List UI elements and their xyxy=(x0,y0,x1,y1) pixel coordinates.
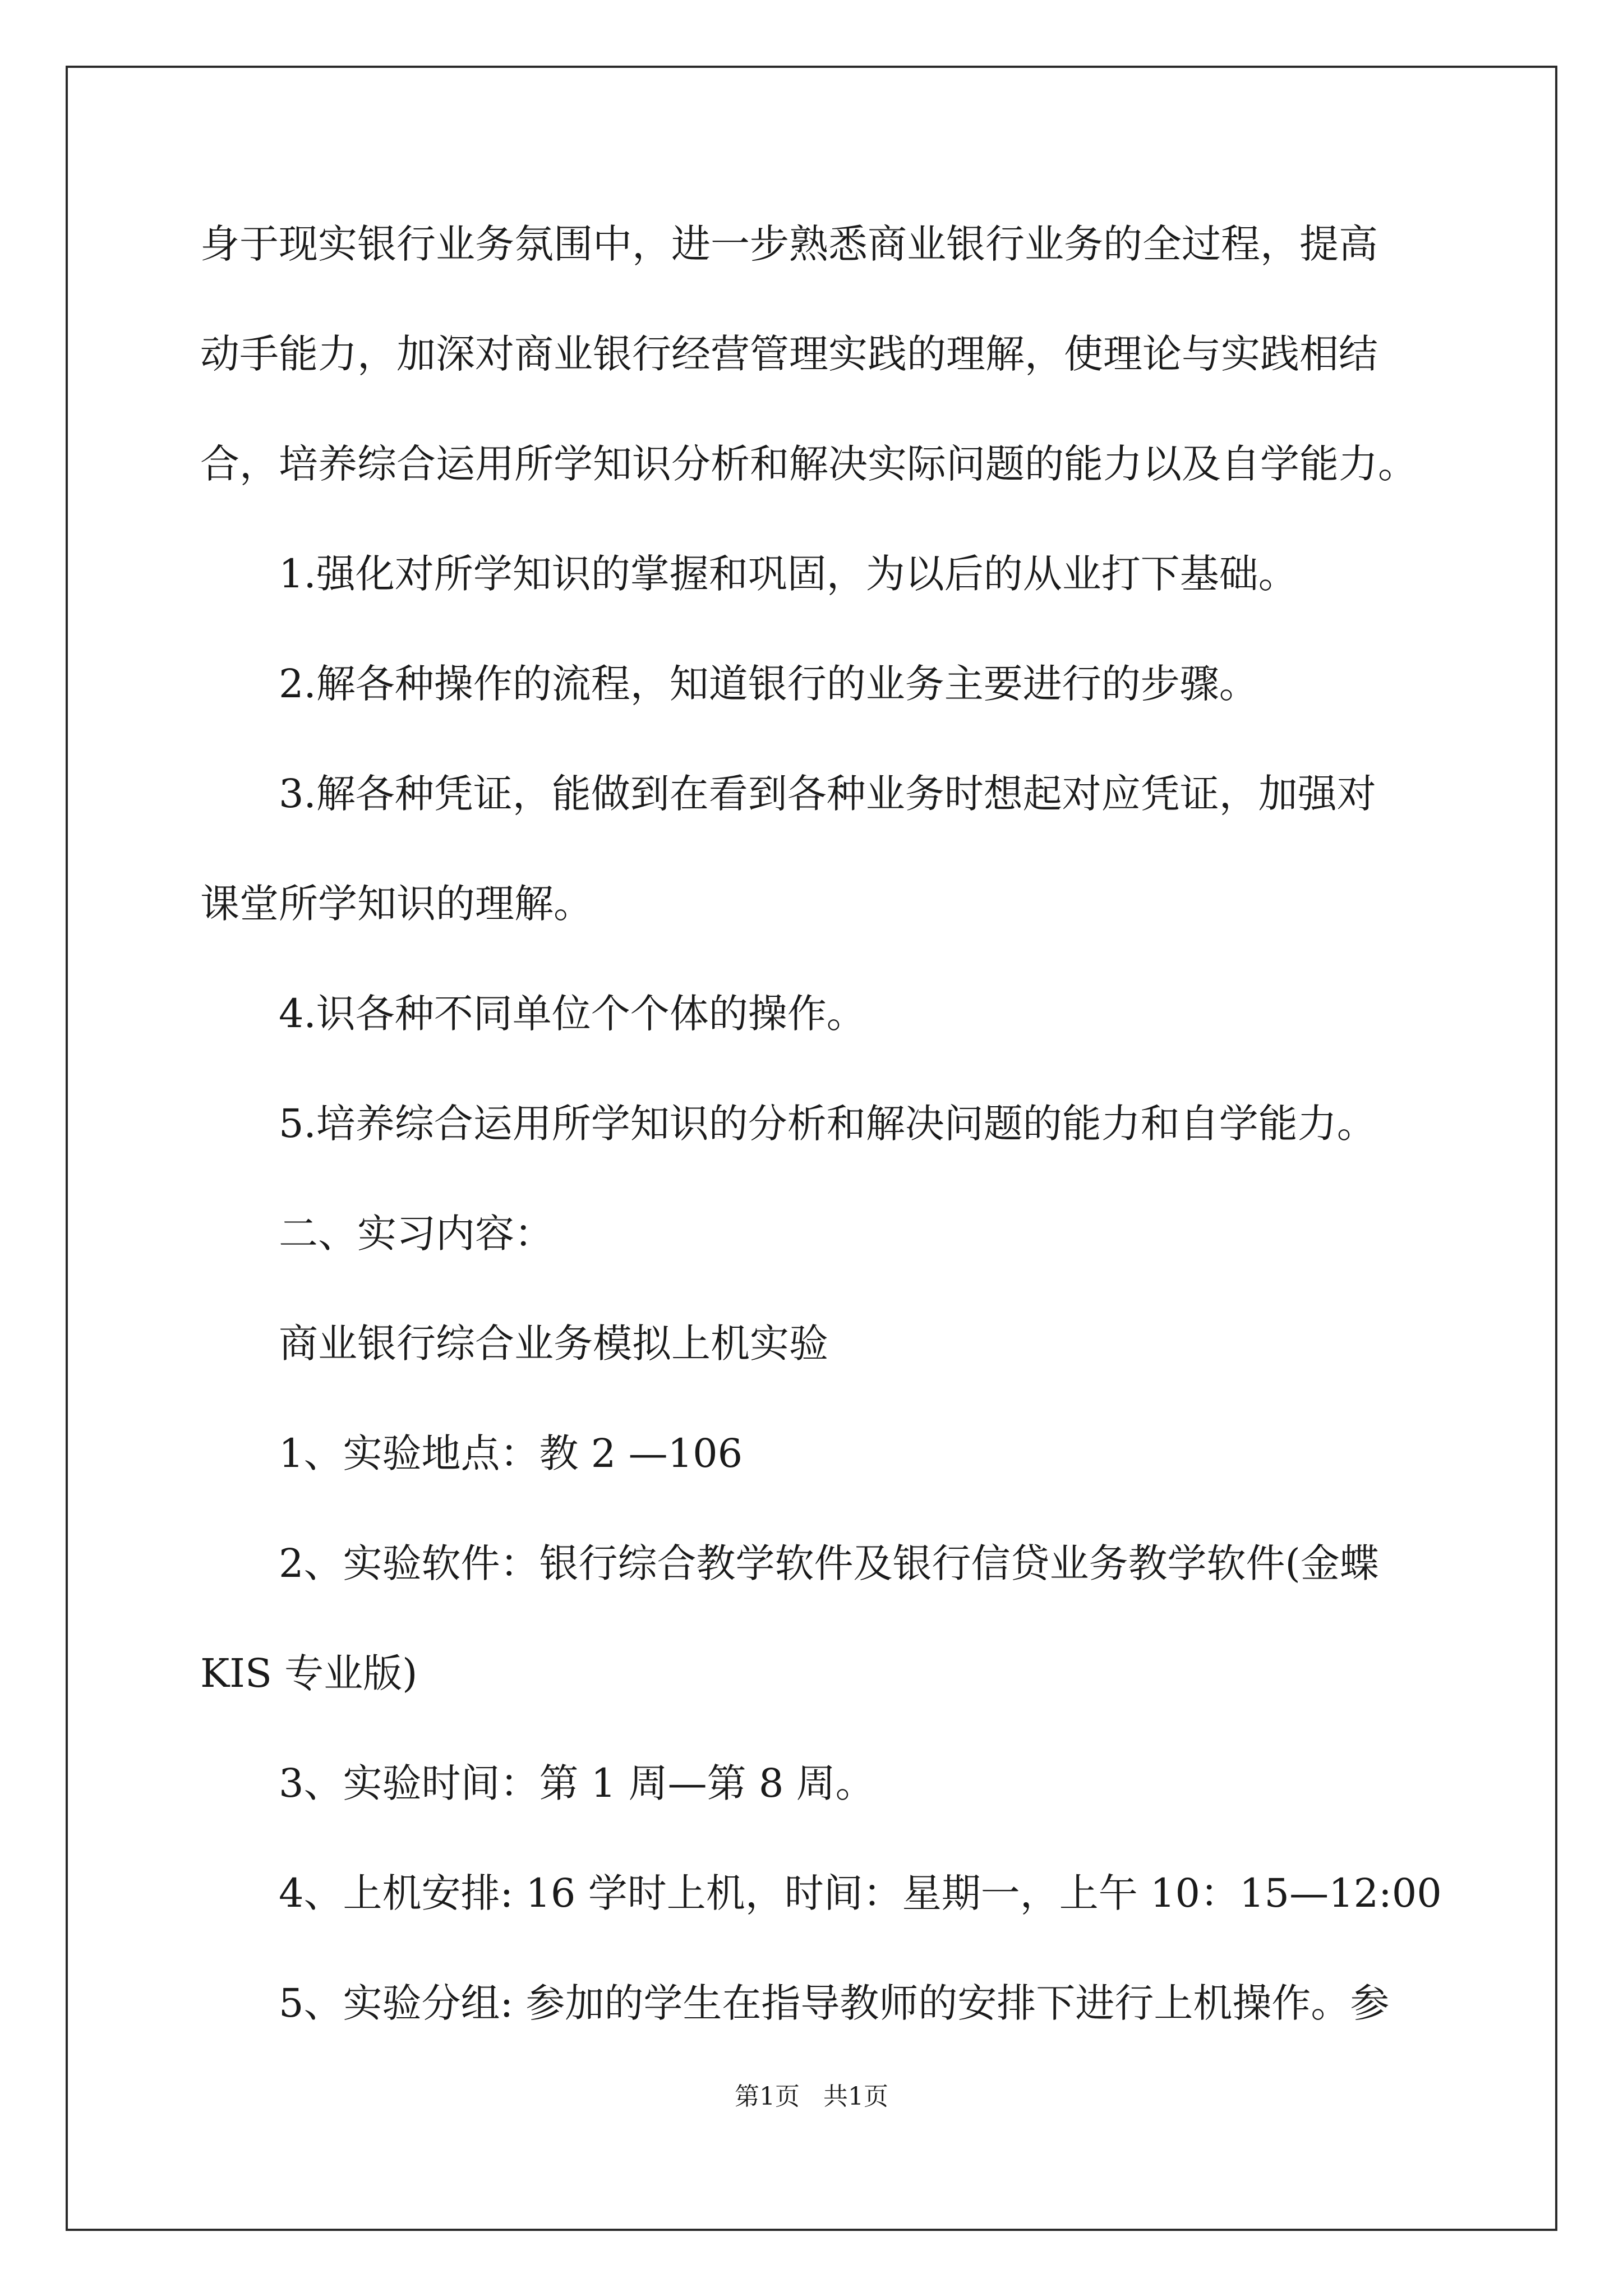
list-item: 1、实验地点：教 2 —106 xyxy=(279,1430,743,1476)
paragraph-line: KIS 专业版) xyxy=(200,1650,418,1696)
list-item: 4、上机安排: 16 学时上机，时间：星期一，上午 10：15—12:00 xyxy=(279,1870,1442,1916)
paragraph-line: 课堂所学知识的理解。 xyxy=(200,881,593,927)
page-footer: 第1页 共1页 xyxy=(735,2082,888,2111)
list-item: 3、实验时间：第 1 周—第 8 周。 xyxy=(279,1760,875,1806)
list-item: 3.解各种凭证，能做到在看到各种业务时想起对应凭证，加强对 xyxy=(279,771,1376,817)
list-item: 5.培养综合运用所学知识的分析和解决问题的能力和自学能力。 xyxy=(279,1101,1376,1147)
paragraph-line: 动手能力，加深对商业银行经营管理实践的理解，使理论与实践相结 xyxy=(200,331,1378,377)
paragraph-line: 合，培养综合运用所学知识分析和解决实际问题的能力以及自学能力。 xyxy=(200,441,1417,487)
list-item: 2.解各种操作的流程，知道银行的业务主要进行的步骤。 xyxy=(279,661,1258,707)
subsection-title: 商业银行综合业务模拟上机实验 xyxy=(279,1320,828,1366)
list-item: 2、实验软件：银行综合教学软件及银行信贷业务教学软件(金蝶 xyxy=(279,1540,1379,1586)
section-heading: 二、实习内容： xyxy=(279,1211,554,1257)
list-item: 1.强化对所学知识的掌握和巩固，为以后的从业打下基础。 xyxy=(279,551,1298,597)
list-item: 5、实验分组: 参加的学生在指导教师的安排下进行上机操作。参 xyxy=(279,1980,1390,2026)
list-item: 4.识各种不同单位个个体的操作。 xyxy=(279,991,866,1037)
paragraph-line: 身于现实银行业务氛围中，进一步熟悉商业银行业务的全过程，提高 xyxy=(200,221,1378,267)
